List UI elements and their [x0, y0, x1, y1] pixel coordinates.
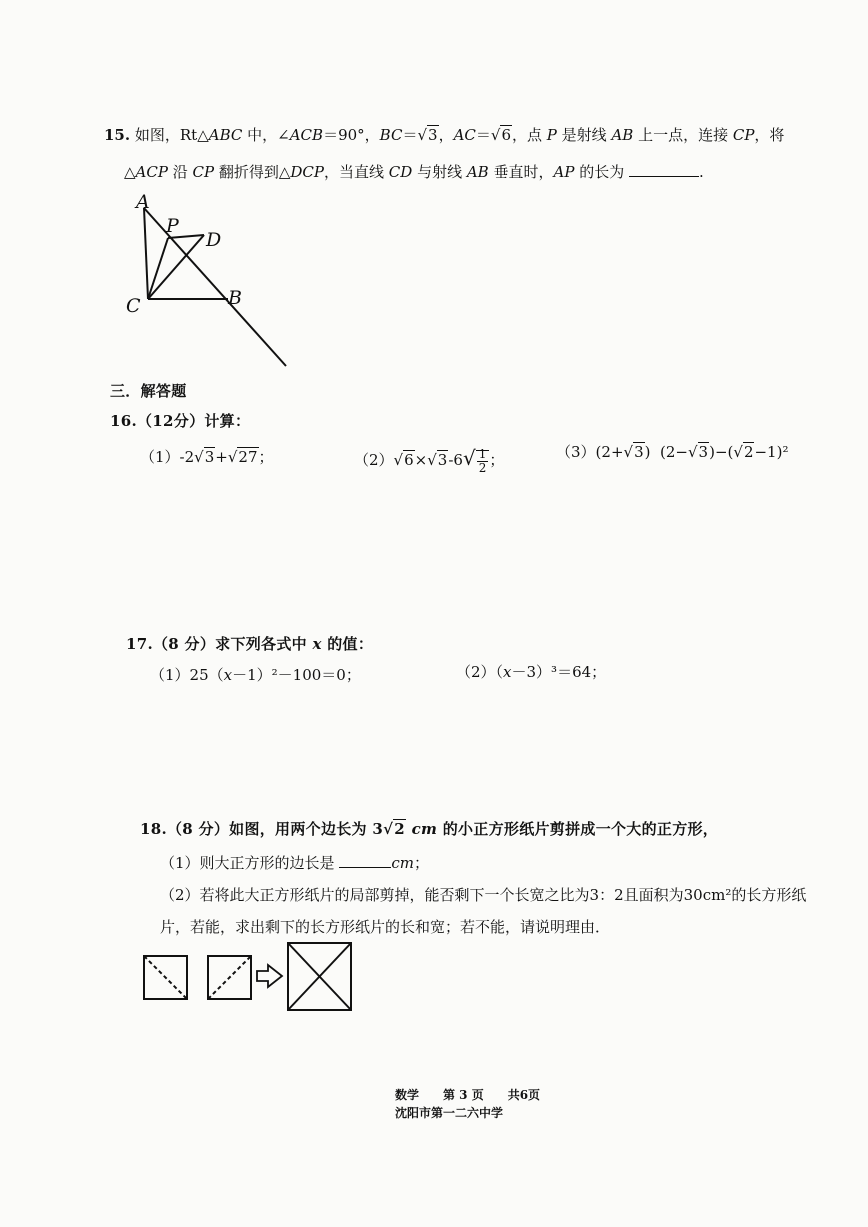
q18-answer-blank	[339, 867, 391, 868]
q15-line2: △ACP 沿 CP 翻折得到△DCP，当直线 CD 与射线 AB 垂直时，AP 的长为 .	[124, 163, 704, 181]
q17-part1: （1）25（x－1）²－100＝0；	[150, 666, 361, 684]
q17-header: 17.（8 分）求下列各式中 x 的值：	[126, 635, 374, 653]
q18-header: 18.（8 分）如图，用两个边长为 3√2 cm 的小正方形纸片剪拼成一个大的正方形，	[140, 820, 719, 838]
q18-part2-line2: 片，若能，求出剩下的长方形纸片的长和宽；若不能，请说明理由．	[160, 918, 611, 936]
q15-figure	[118, 188, 298, 373]
q16-header: 16.（12分）计算：	[110, 412, 251, 430]
q17-part2: （2）（x－3）³＝64；	[456, 663, 607, 681]
label-P: P	[166, 215, 179, 237]
footer-school: 沈阳市第一二六中学	[395, 1106, 504, 1120]
answer-blank	[629, 176, 699, 177]
footer-page-info: 数学 第 3 页 共6页	[395, 1088, 541, 1102]
arrow-right-icon	[257, 965, 282, 987]
label-B: B	[228, 287, 242, 309]
label-A: A	[136, 191, 150, 213]
q18-part1: （1）则大正方形的边长是 cm；	[160, 854, 429, 872]
q18-part2-line1: （2）若将此大正方形纸片的局部剪掉，能否剩下一个长宽之比为3：2且面积为30cm²的长方形纸	[160, 886, 807, 904]
label-C: C	[126, 295, 141, 317]
q16-part2: （2）√6×√3-6√ $\frac{1}{2}$ ；	[354, 446, 505, 475]
q15-line1: 15. 如图，Rt△ABC 中，∠ACB＝90°，BC＝√3，AC＝√6，点 P 是射线 AB 上一点，连接 CP，将	[104, 126, 785, 144]
label-D: D	[206, 229, 222, 251]
section-title: 三．解答题	[110, 382, 187, 400]
q18-figure	[140, 938, 360, 1016]
q16-part3: （3）(2+√3) (2−√3)−(√2−1)²	[556, 443, 789, 461]
q16-part1: （1）-2√3+√27；	[140, 448, 274, 466]
